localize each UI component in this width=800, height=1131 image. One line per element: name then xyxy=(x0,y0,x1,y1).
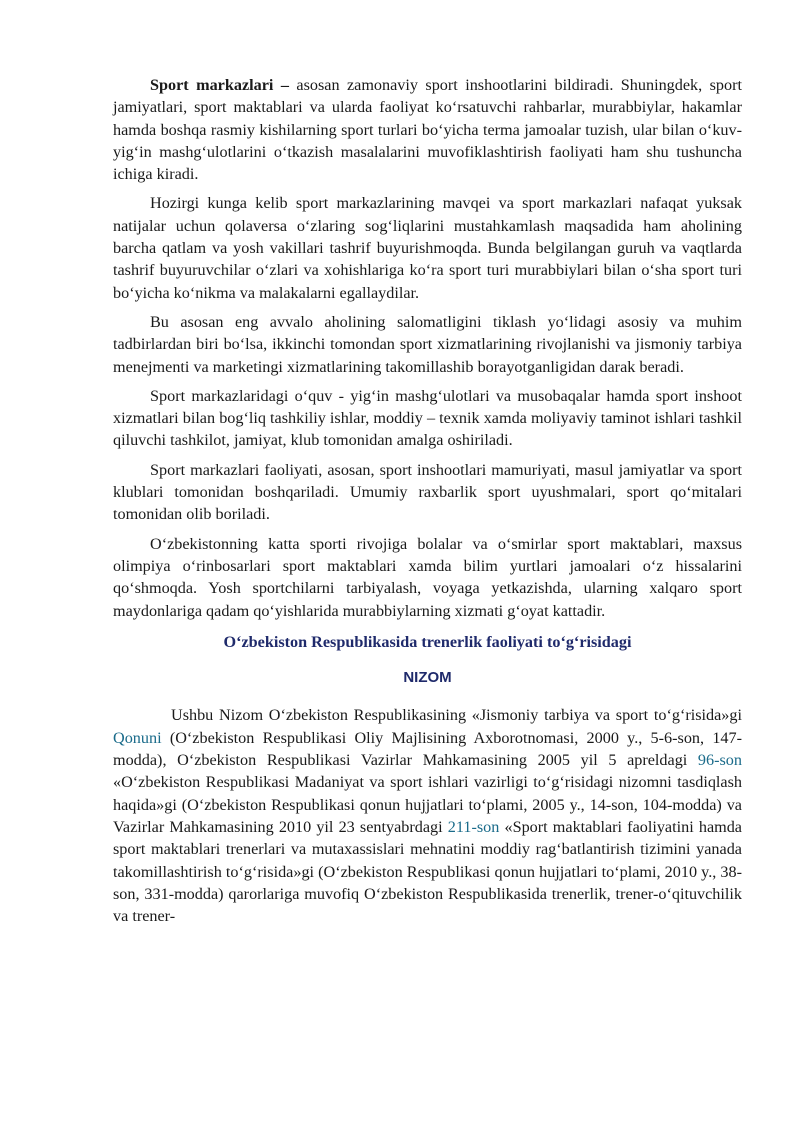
regulation-text-a: Ushbu Nizom O‘zbekiston Respublikasining «Jismoniy tarbiya va sport to‘g‘risida»gi xyxy=(171,706,742,725)
section-heading: O‘zbekiston Respublikasida trenerlik faoliyati to‘g‘risidagi xyxy=(223,632,632,651)
paragraph-management: Sport markazlari faoliyati, asosan, sport inshootlari mamuriyati, masul jamiyatlar va sport klublari tomonidan boshqariladi. Umumiy raxbarlik sport uyushmalari, sport qo‘mitalari tomonidan olib boriladi. xyxy=(113,460,742,524)
law-link[interactable]: Qonuni xyxy=(113,728,162,747)
paragraph-regulation xyxy=(113,704,742,927)
paragraph-health: Bu asosan eng avvalo aholining salomatligini tiklash yo‘lidagi asosiy va muhim tadbirlardan biri bo‘lsa, ikkinchi tomondan sport xizmatlarining rivojlanishi va jismoniy tarbiya menejmenti va marketingi xizmatlarining takomillashib borayotganligidan darak beradi. xyxy=(113,312,742,376)
resolution-211-link[interactable]: 211-son xyxy=(447,817,500,836)
term-sport-centers: Sport markazlari – xyxy=(150,76,289,94)
document-page xyxy=(113,74,742,927)
resolution-96-link[interactable]: 96-son xyxy=(697,751,742,770)
regulation-text-c: «O‘zbekiston Respublikasi Madaniyat va sport ishlari vazirligi to‘g‘risidagi nizomni tasdiqlash haqida»gi (O‘zbekiston Respublikasi qonun hujjatlari to‘plami, 2005 y., 14-son, 104-modda) va Vazirlar Mahkamasining 2010 yil 23 sentyabrdagi xyxy=(113,773,742,836)
paragraph-sport-centers xyxy=(113,74,742,185)
paragraph-youth-sport: O‘zbekistonning katta sporti rivojiga bolalar va o‘smirlar sport maktablari, maxsus olimpiya o‘rinbosarlari sport maktablari xamda bilim yurtlari jamoalari o‘z hissalarini qo‘shmoqda. Yosh sportchilarni tarbiyalash, voyaga yetkazishda, ularning xalqaro sport maydonlariga qadam qo‘yishlarida murabbiylarning xizmati g‘oyat kattadir. xyxy=(113,534,742,620)
paragraph-current-status: Hozirgi kunga kelib sport markazlarining mavqei va sport markazlari nafaqat yuksak natijalar uchun qolaversa o‘zlaring sog‘liqlarini mustahkamlash maqsadida ham aholining barcha qatlam va yosh vakillari tashrif buyurishmoqda. Bunda belgilangan guruh va vaqtlarda tashrif buyuruvchilar o‘zlari va xohishlariga ko‘ra sport turi murabbiylari bilan o‘sha sport turi bo‘yicha ko‘nikma va malakalarni egallaydilar. xyxy=(113,194,742,302)
paragraph-training: Sport markazlaridagi o‘quv - yig‘in mashg‘ulotlari va musobaqalar hamda sport inshoot xizmatlari bilan bog‘liq tashkiliy ishlar, moddiy – texnik xamda moliyaviy taminot ishlari tashkil qiluvchi tashkilot, jamiyat, klub tomonidan amalga oshiriladi. xyxy=(113,386,742,450)
regulation-text-d: «Sport maktablari faoliyatini hamda sport maktablari trenerlari va mutaxassislari mehnatini moddiy rag‘batlantirish tizimini yanada takomillashtirish to‘g‘risida»gi (O‘zbekiston Respublikasi qonun hujjatlari to‘plami, 2010 y., 38-son, 331-modda) qarorlariga muvofiq O‘zbekiston Respublikasida trenerlik, trener-o‘qituvchilik va trener- xyxy=(113,817,742,926)
nizom-title: NIZOM xyxy=(403,669,452,687)
paragraph-text: asosan zamonaviy sport inshootlarini bildiradi. Shuningdek, sport jamiyatlari, sport maktablari va ularda faoliyat ko‘rsatuvchi rahbarlar, murabbiylar, hakamlar hamda boshqa rasmiy kishilarning sport turlari bo‘yicha terma jamoalar tuzish, ular bilan o‘kuv-yig‘in mashg‘ulotlarini o‘tkazish masalalarini muvofiklashtirish faoliyati ham shu tushuncha ichiga kiradi. xyxy=(113,76,742,184)
regulation-text-b: (O‘zbekiston Respublikasi Oliy Majlisining Axborotnomasi, 2000 y., 5-6-son, 147-modda), O‘zbekiston Respublikasi Vazirlar Mahkamasining 2005 yil 5 apreldagi xyxy=(113,728,742,770)
